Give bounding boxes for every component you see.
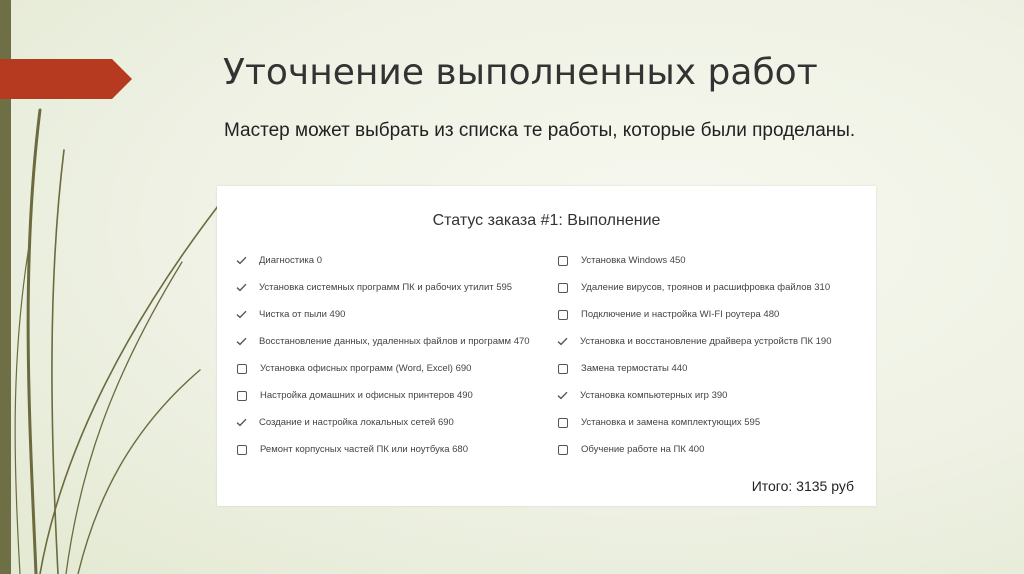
checkmark-icon[interactable] — [236, 309, 247, 320]
task-item[interactable] — [236, 301, 530, 328]
order-total: Итого: 3135 руб — [751, 478, 854, 494]
slide-title: Уточнение выполненных работ — [223, 52, 818, 93]
task-item[interactable] — [557, 274, 832, 301]
checkmark-icon[interactable] — [557, 336, 568, 347]
task-label: Установка Windows 450 — [581, 255, 686, 266]
order-status-header: Статус заказа #1: Выполнение — [432, 212, 661, 229]
checkmark-icon[interactable] — [236, 255, 247, 266]
checkbox-empty-icon[interactable] — [558, 445, 568, 455]
task-item[interactable] — [236, 355, 530, 382]
task-label: Установка офисных программ (Word, Excel) 690 — [260, 363, 472, 374]
task-label: Диагностика 0 — [259, 255, 322, 266]
task-label: Удаление вирусов, троянов и расшифровка файлов 310 — [581, 282, 831, 293]
checkmark-icon[interactable] — [236, 282, 247, 293]
checkbox-empty-icon[interactable] — [558, 256, 568, 266]
checkbox-empty-icon[interactable] — [558, 283, 568, 293]
task-label: Установка и замена комплектующих 595 — [581, 417, 761, 428]
checkbox-empty-icon[interactable] — [558, 418, 568, 428]
checkbox-empty-icon[interactable] — [237, 364, 247, 374]
task-list-left — [236, 247, 530, 463]
order-status-panel — [217, 186, 876, 506]
task-item[interactable] — [236, 274, 530, 301]
checkbox-empty-icon[interactable] — [237, 391, 247, 401]
title-arrow-marker — [0, 59, 132, 99]
task-item[interactable] — [557, 355, 832, 382]
task-item[interactable] — [236, 382, 530, 409]
task-label: Подключение и настройка WI-FI роутера 480 — [581, 309, 780, 320]
task-item[interactable] — [236, 328, 530, 355]
task-list-right — [557, 247, 832, 463]
task-label: Ремонт корпусных частей ПК или ноутбука 680 — [260, 444, 468, 455]
checkmark-icon[interactable] — [236, 417, 247, 428]
task-item[interactable] — [557, 409, 832, 436]
checkmark-icon[interactable] — [236, 336, 247, 347]
task-item[interactable] — [557, 382, 832, 409]
task-label: Замена термостаты 440 — [581, 363, 688, 374]
task-item[interactable] — [236, 436, 530, 463]
task-label: Восстановление данных, удаленных файлов и программ 470 — [259, 336, 530, 347]
task-label: Обучение работе на ПК 400 — [581, 444, 705, 455]
task-item[interactable] — [557, 328, 832, 355]
task-label: Создание и настройка локальных сетей 690 — [259, 417, 454, 428]
task-label: Настройка домашних и офисных принтеров 490 — [260, 390, 473, 401]
checkbox-empty-icon[interactable] — [558, 310, 568, 320]
task-label: Установка системных программ ПК и рабочих утилит 595 — [259, 282, 513, 293]
task-item[interactable] — [236, 247, 530, 274]
task-item[interactable] — [557, 247, 832, 274]
task-label: Установка компьютерных игр 390 — [580, 390, 728, 401]
checkbox-empty-icon[interactable] — [558, 364, 568, 374]
task-label: Установка и восстановление драйвера устройств ПК 190 — [580, 336, 832, 347]
slide-subtitle: Мастер может выбрать из списка те работы, которые были проделаны. — [224, 120, 856, 141]
task-item[interactable] — [236, 409, 530, 436]
task-label: Чистка от пыли 490 — [259, 309, 346, 320]
task-item[interactable] — [557, 436, 832, 463]
checkmark-icon[interactable] — [557, 390, 568, 401]
task-item[interactable] — [557, 301, 832, 328]
checkbox-empty-icon[interactable] — [237, 445, 247, 455]
